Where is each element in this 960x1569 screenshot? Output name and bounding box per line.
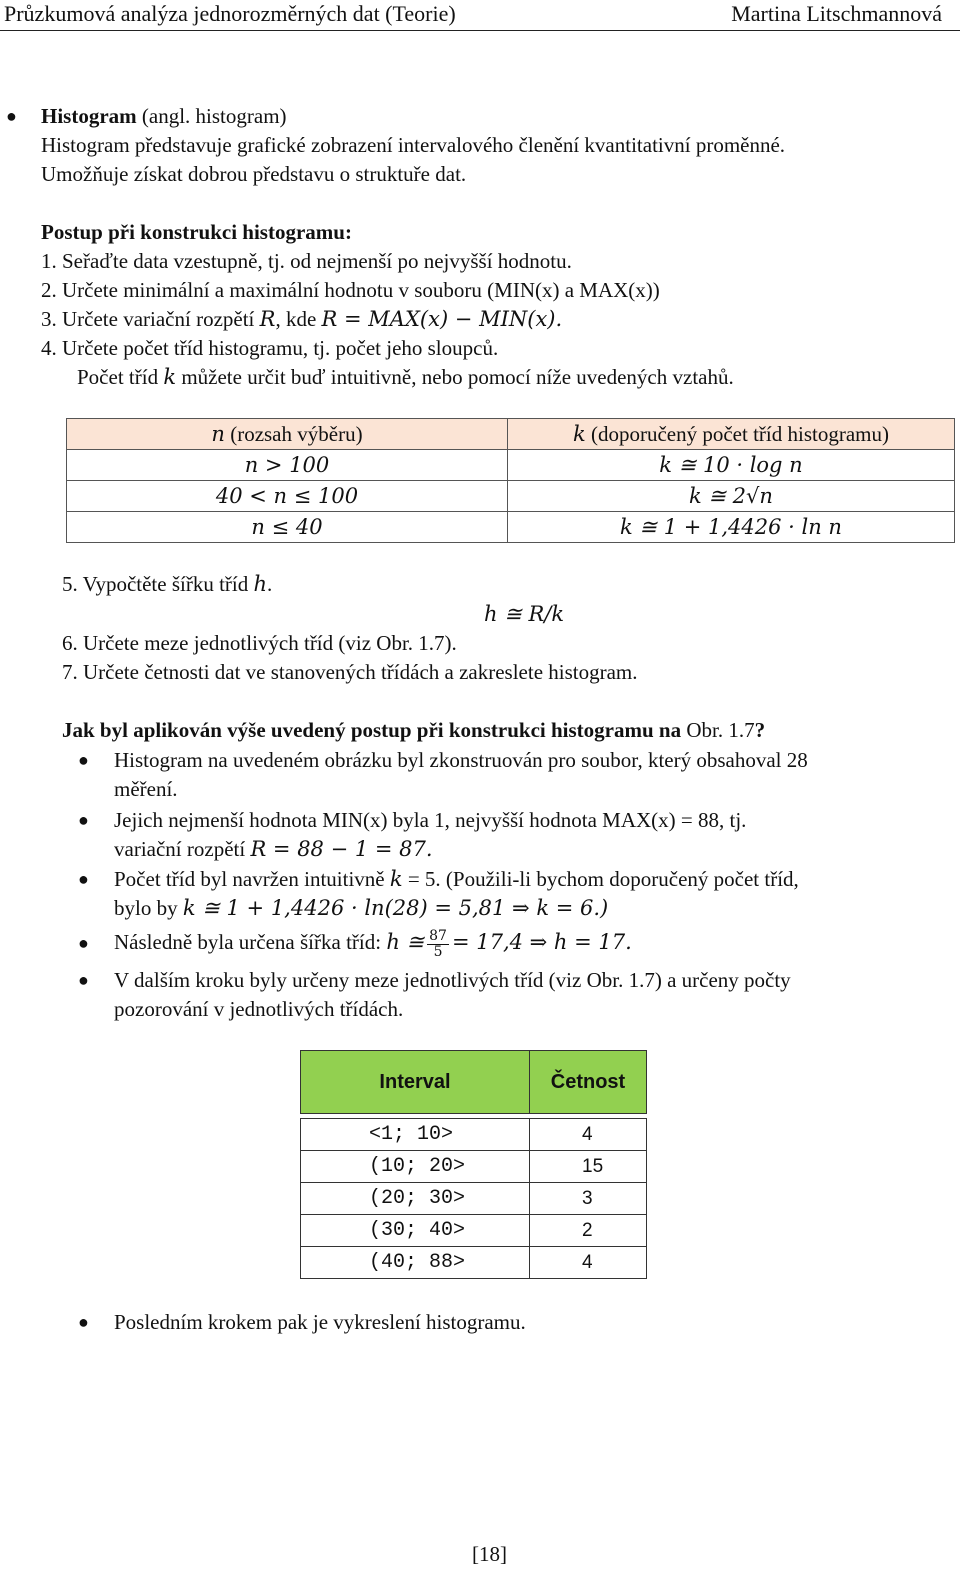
table-row bbox=[67, 450, 955, 481]
b3-k: k bbox=[389, 867, 403, 891]
header-n-text: (rozsah výběru) bbox=[224, 421, 363, 446]
class-count-table bbox=[66, 418, 955, 543]
fraction-denominator: 5 bbox=[433, 943, 443, 960]
table-header-row bbox=[301, 1051, 647, 1114]
cell-interval: (40; 88> bbox=[301, 1247, 530, 1279]
fraction-numerator: 87 bbox=[429, 927, 447, 944]
header-cell-interval: Interval bbox=[301, 1051, 530, 1114]
table-row bbox=[67, 481, 955, 512]
app-bullet-3-line1 bbox=[114, 865, 799, 894]
cell-count: 3 bbox=[530, 1183, 647, 1215]
bullet-icon: ● bbox=[78, 1312, 89, 1332]
table-row bbox=[301, 1247, 647, 1279]
table-row bbox=[301, 1151, 647, 1183]
step3-prefix: 3. Určete variační rozpětí bbox=[41, 307, 260, 331]
cell-n: n > 100 bbox=[67, 450, 508, 481]
b3-line2-prefix: bylo by bbox=[114, 896, 183, 920]
step4b-suffix: můžete určit buď intuitivně, nebo pomocí níže uvedených vztahů. bbox=[176, 365, 734, 389]
procedure-step-6: 6. Určete meze jednotlivých tříd (viz Obr. 1.7). bbox=[62, 631, 457, 655]
bullet-icon: ● bbox=[6, 106, 17, 126]
cell-k: k ≅ 2√n bbox=[508, 481, 955, 512]
header-k-var: k bbox=[573, 421, 586, 446]
cell-k: k ≅ 10 · log n bbox=[508, 450, 955, 481]
app-bullet-1-line2: měření. bbox=[114, 777, 178, 801]
app-bullet-3-line2 bbox=[114, 894, 608, 923]
cell-count: 4 bbox=[530, 1119, 647, 1151]
header-cell-n bbox=[67, 419, 508, 450]
application-heading-q: ? bbox=[754, 718, 766, 742]
bullet-icon: ● bbox=[78, 970, 89, 990]
header-k-text: (doporučený počet tříd histogramu) bbox=[585, 421, 889, 446]
procedure-step-7: 7. Určete četnosti dat ve stanovených třídách a zakreslete histogram. bbox=[62, 660, 638, 684]
bullet-icon: ● bbox=[78, 869, 89, 889]
step5-suffix: . bbox=[267, 572, 273, 596]
b4-rest: = 17,4 ⇒ h = 17. bbox=[451, 930, 632, 954]
header-rule bbox=[0, 30, 960, 31]
application-heading bbox=[62, 716, 765, 745]
cell-count: 4 bbox=[530, 1247, 647, 1279]
procedure-step-4b bbox=[77, 363, 734, 392]
app-bullet-5-line1: V dalším kroku byly určeny meze jednotlivých tříd (viz Obr. 1.7) a určeny počty bbox=[114, 968, 791, 992]
cell-n: 40 < n ≤ 100 bbox=[67, 481, 508, 512]
cell-k: k ≅ 1 + 1,4426 · ln n bbox=[508, 512, 955, 543]
table-row bbox=[301, 1183, 647, 1215]
table-header-row bbox=[67, 419, 955, 450]
fraction bbox=[427, 929, 449, 960]
histogram-term-note: (angl. histogram) bbox=[136, 104, 287, 128]
histogram-term: Histogram bbox=[41, 104, 137, 128]
page-number: [18] bbox=[472, 1542, 507, 1566]
app-bullet-5-line2: pozorování v jednotlivých třídách. bbox=[114, 997, 404, 1021]
step3-R: R bbox=[259, 307, 276, 331]
b4-h: h ≅ bbox=[386, 930, 425, 954]
header-cell-k bbox=[508, 419, 955, 450]
header-n-var: n bbox=[211, 421, 225, 446]
step5-h: h bbox=[253, 572, 268, 596]
bullet-icon: ● bbox=[78, 750, 89, 770]
application-heading-ref: Obr. 1.7 bbox=[681, 718, 755, 742]
app-last-bullet: Posledním krokem pak je vykreslení histogramu. bbox=[114, 1310, 526, 1334]
procedure-step-1: 1. Seřaďte data vzestupně, tj. od nejmenší po nejvyšší hodnotu. bbox=[41, 249, 572, 273]
bullet-icon: ● bbox=[78, 810, 89, 830]
step5-formula: h ≅ R/k bbox=[484, 602, 565, 626]
step4b-k: k bbox=[163, 365, 177, 389]
b2-formula: R = 88 − 1 = 87. bbox=[250, 837, 433, 861]
bullet-icon: ● bbox=[78, 933, 89, 953]
procedure-heading: Postup při konstrukci histogramu: bbox=[41, 220, 352, 244]
header-title: Průzkumová analýza jednorozměrných dat (Teorie) bbox=[4, 1, 456, 26]
procedure-step-4: 4. Určete počet tříd histogramu, tj. počet jeho sloupců. bbox=[41, 336, 499, 360]
cell-count: 2 bbox=[530, 1215, 647, 1247]
histogram-line2: Umožňuje získat dobrou představu o struktuře dat. bbox=[41, 162, 467, 186]
table-row bbox=[301, 1119, 647, 1151]
cell-count: 15 bbox=[530, 1151, 647, 1183]
b3-suffix: = 5. (Použili-li bychom doporučený počet tříd, bbox=[402, 867, 799, 891]
b3-line2-formula: k ≅ 1 + 1,4426 · ln(28) = 5,81 ⇒ k = 6.) bbox=[182, 896, 609, 920]
b3-prefix: Počet tříd byl navržen intuitivně bbox=[114, 867, 390, 891]
procedure-step-5 bbox=[62, 570, 272, 599]
step5-prefix: 5. Vypočtěte šířku tříd bbox=[62, 572, 254, 596]
header-cell-frequency: Četnost bbox=[530, 1051, 647, 1114]
step3-mid: , kde bbox=[275, 307, 322, 331]
step3-formula: R = MAX(x) − MIN(x). bbox=[321, 307, 563, 331]
frequency-table bbox=[300, 1050, 647, 1279]
cell-interval: (30; 40> bbox=[301, 1215, 530, 1247]
table-row bbox=[67, 512, 955, 543]
table-row bbox=[301, 1215, 647, 1247]
cell-interval: (20; 30> bbox=[301, 1183, 530, 1215]
app-bullet-1-line1: Histogram na uvedeném obrázku byl zkonstruován pro soubor, který obsahoval 28 bbox=[114, 748, 808, 772]
cell-n: n ≤ 40 bbox=[67, 512, 508, 543]
histogram-title bbox=[41, 102, 287, 131]
b4-prefix: Následně byla určena šířka tříd: bbox=[114, 930, 387, 954]
step4b-prefix: Počet tříd bbox=[77, 365, 164, 389]
header-author: Martina Litschmannová bbox=[731, 1, 942, 26]
cell-interval: <1; 10> bbox=[301, 1119, 530, 1151]
b2-prefix: variační rozpětí bbox=[114, 837, 251, 861]
app-bullet-4 bbox=[114, 920, 632, 964]
application-heading-bold: Jak byl aplikován výše uvedený postup při konstrukci histogramu na bbox=[62, 718, 682, 742]
procedure-step-3 bbox=[41, 305, 562, 334]
histogram-line1: Histogram představuje grafické zobrazení intervalového členění kvantitativní proměnné. bbox=[41, 133, 786, 157]
app-bullet-2-line2 bbox=[114, 835, 433, 864]
cell-interval: (10; 20> bbox=[301, 1151, 530, 1183]
procedure-step-2: 2. Určete minimální a maximální hodnotu v souboru (MIN(x) a MAX(x)) bbox=[41, 278, 660, 302]
app-bullet-2-line1: Jejich nejmenší hodnota MIN(x) byla 1, nejvyšší hodnota MAX(x) = 88, tj. bbox=[114, 808, 747, 832]
